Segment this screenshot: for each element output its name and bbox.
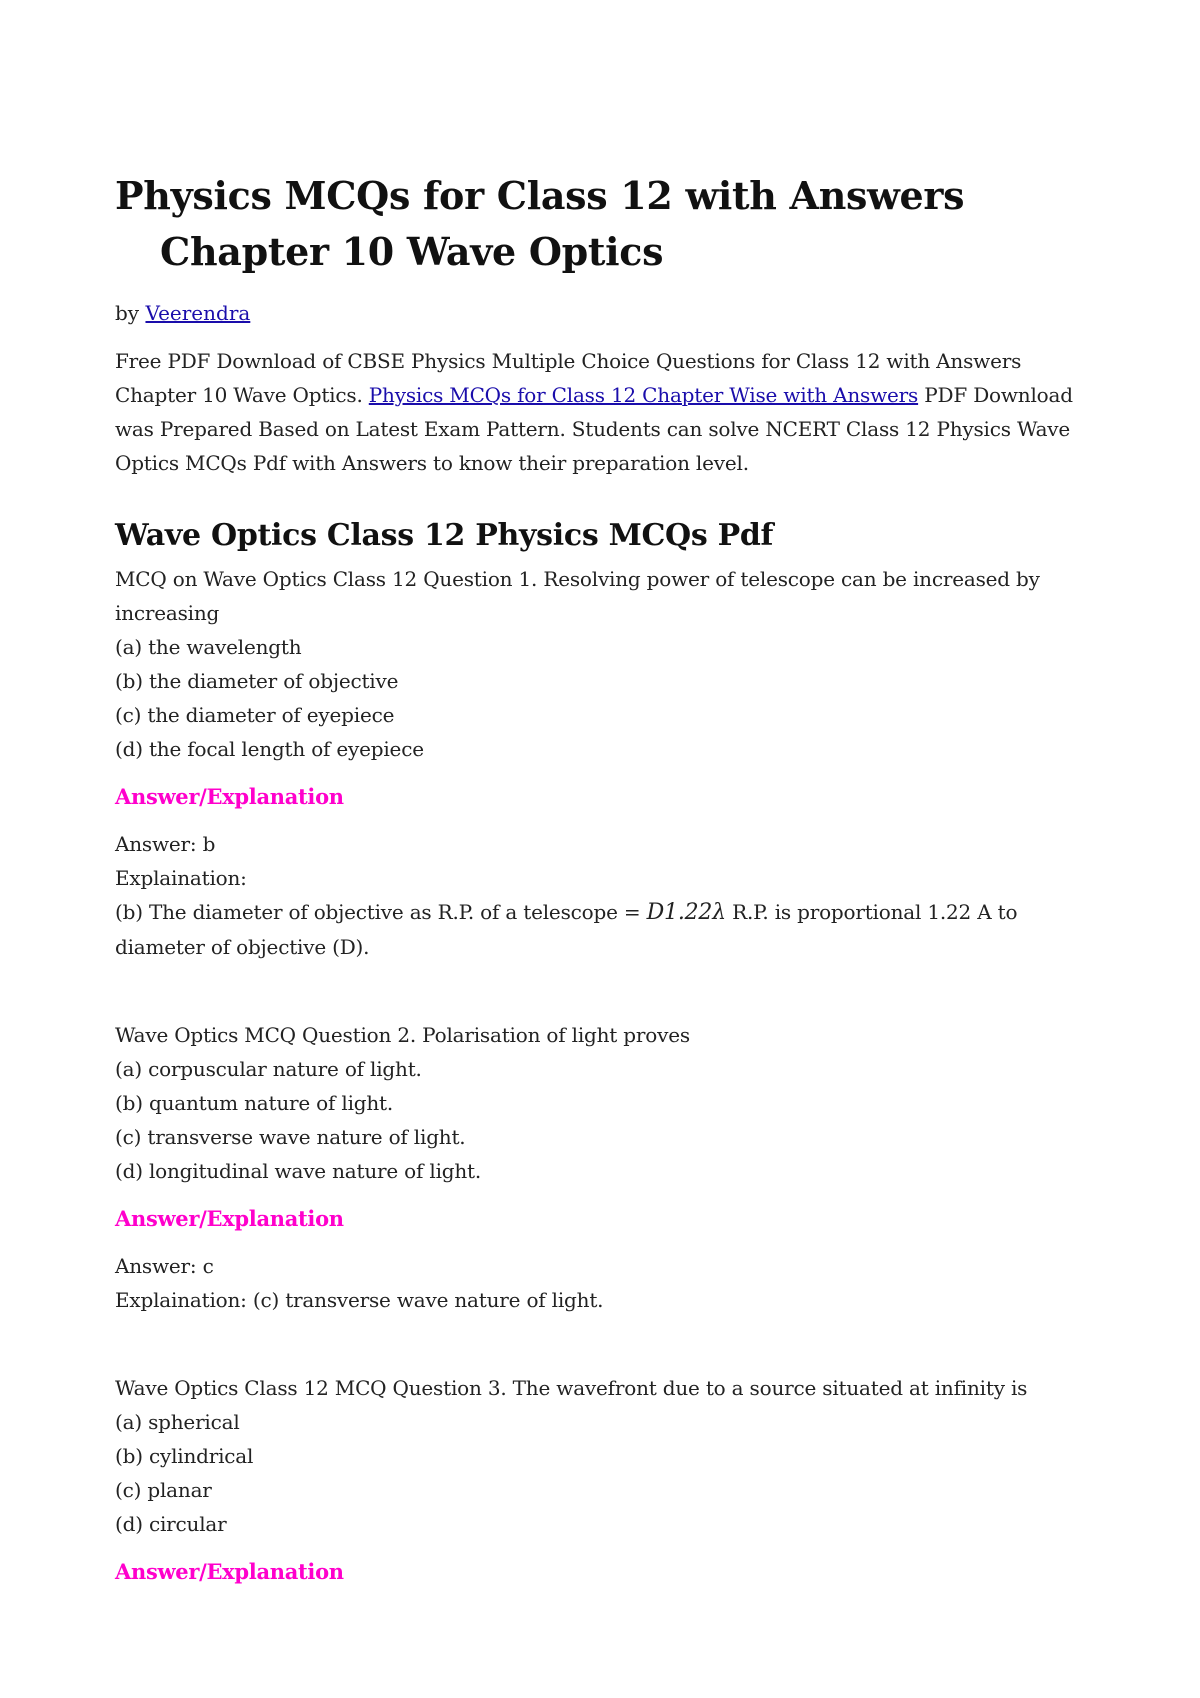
answer-text: Answer: b — [115, 832, 216, 856]
byline-prefix: by — [115, 301, 140, 325]
answer-explanation-toggle[interactable]: Answer/Explanation — [115, 1206, 344, 1231]
option-d: (d) circular — [115, 1512, 227, 1536]
option-c: (c) the diameter of eyepiece — [115, 703, 395, 727]
option-a: (a) corpuscular nature of light. — [115, 1057, 422, 1081]
options-list — [115, 1052, 1095, 1188]
option-b: (b) the diameter of objective — [115, 669, 399, 693]
explanation-text: Explaination: (c) transverse wave nature of light. — [115, 1288, 604, 1312]
byline — [115, 298, 1095, 328]
spacer — [115, 964, 1095, 1018]
intro-text-1: Free PDF Download of CBSE Physics Multiple Choice Questions for Class 12 with Answers Chapter 10 Wave Optics. — [115, 349, 1022, 407]
explanation-text-1: (b) The diameter of objective as R.P. of a telescope = — [115, 900, 641, 924]
option-d: (d) the focal length of eyepiece — [115, 737, 424, 761]
option-a: (a) spherical — [115, 1410, 240, 1434]
spacer — [115, 1317, 1095, 1371]
option-c: (c) transverse wave nature of light. — [115, 1125, 466, 1149]
question-text: Wave Optics Class 12 MCQ Question 3. The wavefront due to a source situated at infinity is — [115, 1376, 1028, 1400]
page-title — [115, 168, 1095, 280]
chapter-wise-link[interactable]: Physics MCQs for Class 12 Chapter Wise with Answers — [368, 383, 919, 407]
intro-paragraph — [115, 344, 1095, 480]
answer-text: Answer: c — [115, 1254, 214, 1278]
section-heading: Wave Optics Class 12 Physics MCQs Pdf — [115, 518, 774, 553]
option-b: (b) quantum nature of light. — [115, 1091, 394, 1115]
title-line-1: Physics MCQs for Class 12 with Answers — [115, 173, 965, 218]
formula: D1.22λ — [646, 900, 726, 925]
answer-explanation-toggle[interactable]: Answer/Explanation — [115, 784, 344, 809]
options-list — [115, 1405, 1095, 1541]
answer-explanation-toggle[interactable]: Answer/Explanation — [115, 1559, 344, 1584]
option-a: (a) the wavelength — [115, 635, 302, 659]
answer-block — [115, 1249, 1095, 1317]
question-text: MCQ on Wave Optics Class 12 Question 1. Resolving power of telescope can be increased by increasing — [115, 567, 1040, 625]
question-1 — [115, 562, 1095, 964]
article — [115, 168, 1095, 1589]
answer-block — [115, 827, 1095, 964]
option-c: (c) planar — [115, 1478, 212, 1502]
question-text: Wave Optics MCQ Question 2. Polarisation of light proves — [115, 1023, 690, 1047]
option-b: (b) cylindrical — [115, 1444, 254, 1468]
explanation-text-2: R.P. is proportional 1.22 A to diameter of objective (D). — [115, 900, 1018, 959]
explanation-label: Explaination: — [115, 866, 247, 890]
question-3 — [115, 1371, 1095, 1589]
title-line-2: Chapter 10 Wave Optics — [160, 229, 664, 274]
author-link[interactable]: Veerendra — [145, 301, 251, 325]
intro-text-2: PDF Download was Prepared Based on Latest Exam Pattern. Students can solve NCERT Class 12 Physics Wave Optics MCQs Pdf with Answers to know their preparation level. — [115, 383, 1073, 475]
question-2 — [115, 1018, 1095, 1317]
option-d: (d) longitudinal wave nature of light. — [115, 1159, 482, 1183]
options-list — [115, 630, 1095, 766]
